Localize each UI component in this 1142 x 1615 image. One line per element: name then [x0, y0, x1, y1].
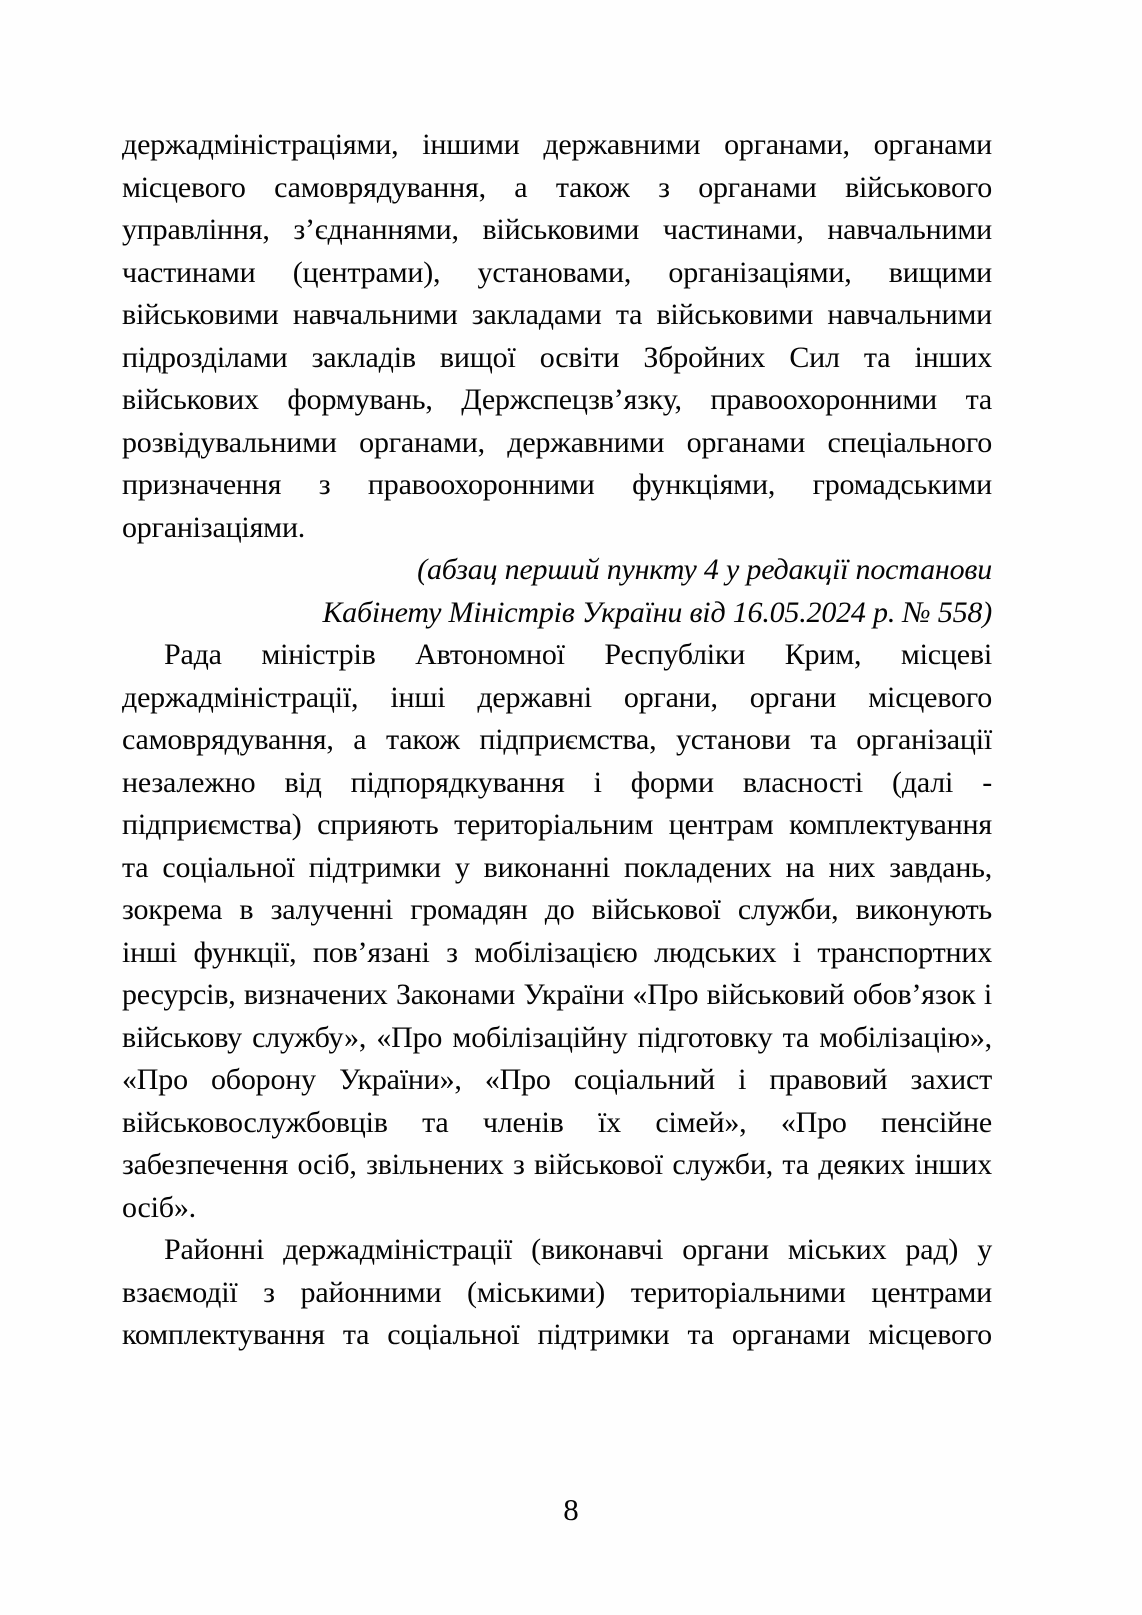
text-block	[122, 124, 992, 1357]
amendment-note-line-2: Кабінету Міністрів України від 16.05.2024 р. № 558)	[322, 595, 992, 629]
paragraph-continuation: держадміністраціями, іншими державними органами, органами місцевого самоврядування, а також з органами військового управління, з’єднаннями, військовими частинами, навчальними частинами (центрами), установами, організаціями, вищими військовими навчальними закладами та військовими навчальними підрозділами закладів вищої освіти Збройних Сил та інших військових формувань, Держспецзв’язку, правоохоронними та розвідувальними органами, державними органами спеціального призначення з правоохоронними функціями, громадськими організаціями.	[122, 128, 992, 544]
amendment-note-line-1: (абзац перший пункту 4 у редакції постанови	[417, 553, 992, 586]
paragraph-rada-ministriv: Рада міністрів Автономної Республіки Крим, місцеві держадміністрації, інші державні органи, органи місцевого самоврядування, а також підприємства, установи та організації незалежно від підпорядкування і форми власності (далі - підприємства) сприяють територіальним центрам комплектування та соціальної підтримки у виконанні покладених на них завдань, зокрема в залученні громадян до військової служби, виконують інші функції, пов’язані з мобілізацією людських і транспортних ресурсів, визначених Законами України «Про військовий обов’язок і військову службу», «Про мобілізаційну підготовку та мобілізацію», «Про оборону України», «Про соціальний і правовий захист військовослужбовців та членів їх сімей», «Про пенсійне забезпечення осіб, звільнених з військової служби, та деяких інших осіб».	[122, 638, 992, 1224]
page-number: 8	[563, 1492, 579, 1527]
paragraph-raionni-derzhadministratsii: Районні держадміністрації (виконавчі органи міських рад) у взаємодії з районними (міськими) територіальними центрами комплектування та соціальної підтримки та органами місцевого	[122, 1233, 992, 1351]
